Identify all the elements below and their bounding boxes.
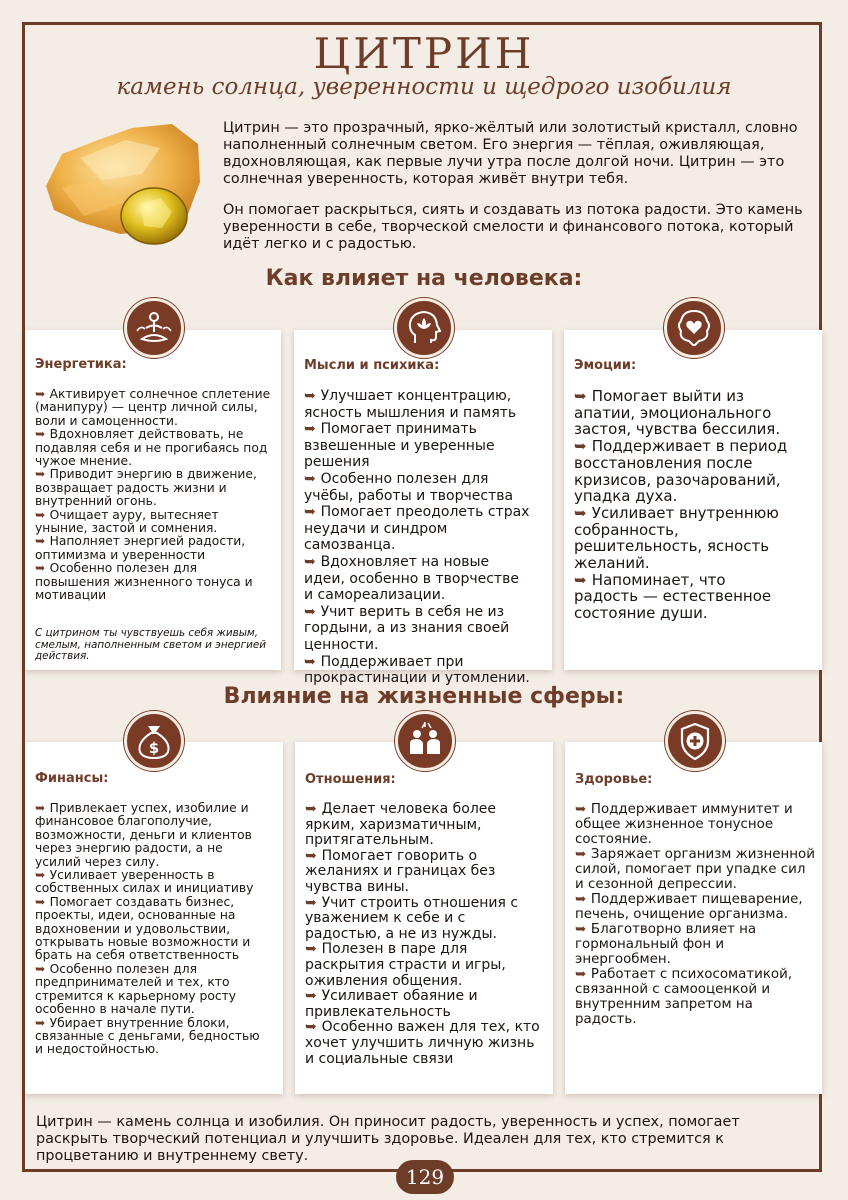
card-energy (25, 330, 281, 670)
list-item: ➥ Убирает внутренние блоки, связанные с деньгами, бедностью и недостойностью. (35, 1015, 260, 1057)
list-item: ➥ Усиливает внутреннюю собранность, решительность, ясность желаний. (574, 503, 779, 573)
arrow-right-icon: ➥ (304, 421, 321, 438)
list-item: ➥ Особенно полезен для предпринимателей и тех, кто стремится к карьерному росту особенно в начале пути. (35, 961, 237, 1017)
page-title: ЦИТРИН (313, 29, 535, 78)
list-item: ➥ Поддерживает в период восстановления после кризисов, разочарований, упадка духа. (574, 437, 788, 506)
list-item: ➥ Помогает говорить о желаниях и границах без чувства вины. (305, 847, 496, 895)
arrow-right-icon: ➥ (35, 427, 50, 442)
arrow-right-icon: ➥ (305, 801, 322, 817)
page-number: 129 (396, 1160, 454, 1194)
meditation-icon (124, 298, 184, 358)
arrow-right-icon: ➥ (35, 387, 50, 401)
card-title: Мысли и психика: (304, 358, 440, 373)
list-item: ➥ Полезен в паре для раскрытия страсти и игры, оживления общения. (305, 941, 506, 989)
money-bag-icon (124, 711, 184, 771)
list-item: ➥ Улучшает концентрацию, ясность мышления и память (304, 388, 517, 421)
list-item: ➥ Вдохновляет на новые идеи, особенно в творчестве и самореализации. (304, 553, 519, 604)
arrow-right-icon: ➥ (575, 892, 591, 907)
arrow-right-icon: ➥ (575, 847, 591, 862)
arrow-right-icon: ➥ (35, 894, 50, 909)
arrow-right-icon: ➥ (575, 967, 591, 982)
card-emotions (564, 330, 822, 670)
head-lotus-icon (394, 298, 454, 358)
list-item: ➥ Усиливает уверенность в собственных силах и инициативу (35, 868, 254, 896)
list-item: ➥ Заряжает организм жизненной силой, помогает при упадке сил и сезонной депрессии. (575, 847, 815, 892)
arrow-right-icon: ➥ (304, 470, 321, 487)
energy-list (35, 388, 275, 603)
list-item: ➥ Привлекает успех, изобилие и финансовое благополучие, возможности, деньги и клиентов через энергию радости, а не усилий через силу. (35, 801, 252, 869)
card-title: Финансы: (35, 771, 109, 786)
energy-note: С цитрином ты чувствуешь себя живым, смелым, наполненным светом и энергией действия. (35, 627, 266, 662)
card-health (565, 742, 822, 1094)
arrow-right-icon: ➥ (35, 561, 50, 576)
list-item: ➥ Поддерживает пищеварение, печень, очищение организма. (575, 892, 803, 922)
list-item: ➥ Работает с психосоматикой, связанной с самооценкой и внутренним запретом на радость. (575, 967, 793, 1027)
arrow-right-icon: ➥ (35, 507, 50, 522)
arrow-right-icon: ➥ (304, 388, 321, 404)
arrow-right-icon: ➥ (305, 941, 322, 958)
list-item: ➥ Усиливает обаяние и привлекательность (305, 988, 478, 1020)
svg-text:$: $ (148, 739, 160, 757)
list-item: ➥ Особенно полезен для учёбы, работы и творчества (304, 470, 514, 504)
intro-paragraph-1: Цитрин — это прозрачный, ярко-жёлтый или золотистый кристалл, словно наполненный солнечным светом. Его энергия — тёплая, оживляющая, вдохновляющая, как первые лучи утра после долгой ночи. Цитрин — это солнечная уверенность, которая живёт внутри тебя. (223, 120, 798, 187)
arrow-right-icon: ➥ (574, 570, 592, 589)
arrow-right-icon: ➥ (574, 387, 592, 405)
card-relationships (295, 742, 553, 1094)
list-item: ➥ Учит строить отношения с уважением к себе и с радостью, а не из нужды. (305, 894, 519, 942)
card-finance (25, 742, 283, 1094)
list-item: ➥ Особенно важен для тех, кто хочет улучшить личную жизнь и социальные связи (305, 1019, 540, 1067)
list-item: ➥ Поддерживает при прокрастинации и утомлении. (304, 653, 530, 687)
arrow-right-icon: ➥ (35, 961, 50, 976)
list-item: ➥ Вдохновляет действовать, не подавляя себя и не прогибаясь под чужое мнение. (35, 427, 268, 469)
relationships-icon (395, 711, 455, 771)
list-item: ➥ Особенно полезен для повышения жизненного тонуса и мотивации (35, 561, 253, 603)
intro-paragraph-2: Он помогает раскрыться, сиять и создавать из потока радости. Это камень уверенности в себе, творческой смелости и финансового потока, который идёт легко и с радостью. (223, 202, 803, 252)
arrow-right-icon: ➥ (35, 467, 50, 482)
arrow-right-icon: ➥ (574, 503, 592, 522)
arrow-right-icon: ➥ (35, 534, 50, 549)
card-title: Отношения: (305, 772, 396, 787)
relationships-list (305, 802, 543, 1067)
list-item: ➥ Помогает принимать взвешенные и уверенные решения (304, 421, 495, 471)
finance-list (35, 802, 269, 1057)
intro-text (223, 120, 813, 267)
arrow-right-icon: ➥ (575, 922, 591, 937)
list-item: ➥ Приводит энергию в движение, возвращает радость жизни и внутренний огонь. (35, 467, 257, 509)
health-shield-icon (665, 711, 725, 771)
arrow-right-icon: ➥ (305, 894, 322, 911)
page-subtitle: камень солнца, уверенности и щедрого изобилия (116, 74, 732, 100)
health-list (575, 802, 816, 1027)
arrow-right-icon: ➥ (35, 868, 50, 883)
list-item: ➥ Благотворно влияет на гормональный фон и энергообмен. (575, 922, 757, 967)
list-item: ➥ Учит верить в себя не из гордыни, а из знания своей ценности. (304, 603, 510, 653)
section-title-human-influence: Как влияет на человека: (265, 266, 583, 291)
arrow-right-icon: ➥ (304, 504, 321, 521)
arrow-right-icon: ➥ (305, 1019, 322, 1036)
card-mind (294, 330, 552, 687)
card-title: Эмоции: (574, 358, 637, 373)
list-item: ➥ Очищает ауру, вытесняет уныние, застой и сомнения. (35, 507, 219, 536)
arrow-right-icon: ➥ (305, 847, 322, 864)
card-title: Энергетика: (35, 357, 127, 372)
summary-text: Цитрин — камень солнца и изобилия. Он приносит радость, уверенность и успех, помогает раскрыть творческий потенциал и улучшить здоровье. Идеален для тех, кто стремится к процветанию и внутреннему свету. (36, 1114, 740, 1164)
list-item: ➥ Напоминает, что радость — естественное состояние души. (574, 570, 772, 623)
list-item: ➥ Помогает выйти из апатии, эмоционального застоя, чувства бессилия. (574, 387, 781, 439)
arrow-right-icon: ➥ (304, 603, 321, 620)
list-item: ➥ Активирует солнечное сплетение (манипуру) — центр личной силы, воли и самоценности. (35, 387, 271, 428)
arrow-right-icon: ➥ (304, 553, 321, 570)
card-title: Здоровье: (575, 772, 653, 787)
arrow-right-icon: ➥ (35, 801, 50, 815)
list-item: ➥ Помогает создавать бизнес, проекты, идеи, основанные на вдохновении и удовольствии, открывать новые возможности и брать на себя ответственность (35, 894, 251, 963)
arrow-right-icon: ➥ (304, 653, 321, 670)
mind-list (304, 388, 532, 687)
list-item: ➥ Помогает преодолеть страх неудачи и синдром самозванца. (304, 504, 530, 554)
citrine-stone-image (40, 118, 210, 253)
arrow-right-icon: ➥ (575, 802, 591, 817)
list-item: ➥ Поддерживает иммунитет и общее жизненное тонусное состояние. (575, 802, 793, 847)
emotions-list (574, 388, 794, 622)
section-title-life-spheres: Влияние на жизненные сферы: (223, 684, 625, 709)
list-item: ➥ Делает человека более ярким, харизматичным, притягательным. (305, 801, 497, 849)
heart-head-icon (664, 298, 724, 358)
list-item: ➥ Наполняет энергией радости, оптимизма и уверенности (35, 534, 246, 562)
arrow-right-icon: ➥ (35, 1015, 50, 1030)
arrow-right-icon: ➥ (574, 437, 592, 456)
arrow-right-icon: ➥ (305, 988, 322, 1005)
